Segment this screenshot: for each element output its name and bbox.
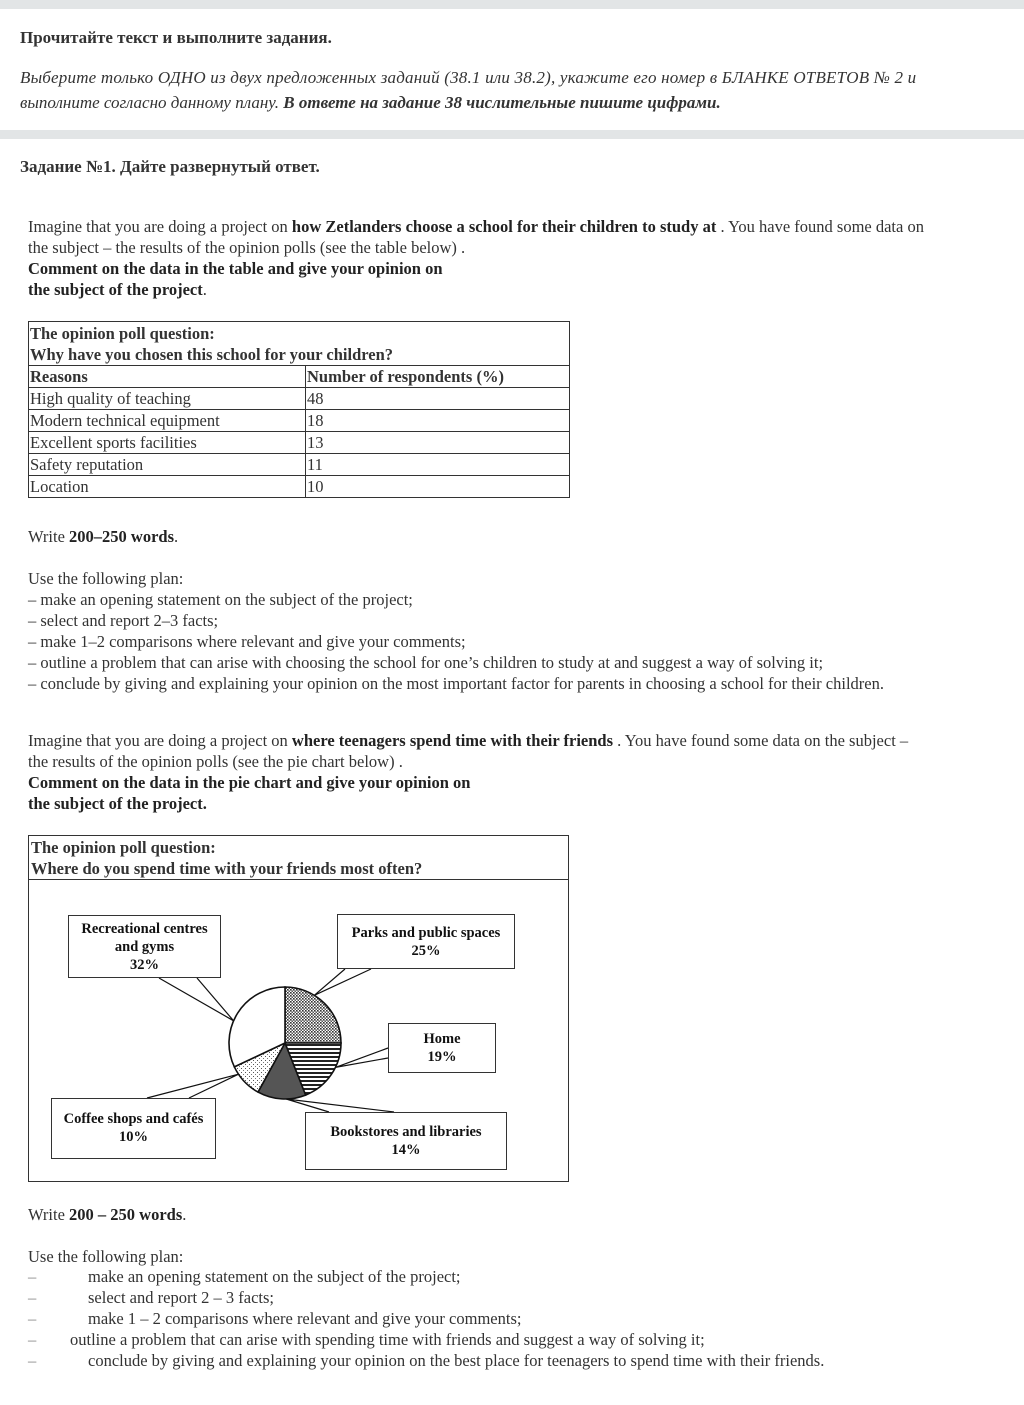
label-coffee bbox=[51, 1098, 216, 1159]
poll-table bbox=[28, 321, 570, 498]
reason-cell: High quality of teaching bbox=[29, 388, 306, 410]
task2-topic: where teenagers spend time with their friends bbox=[291, 731, 614, 750]
plan-item: conclude by giving and explaining your opinion on the best place for teenagers to spend time with their friends. bbox=[88, 1351, 825, 1370]
task1-plan-intro: Use the following plan: bbox=[28, 569, 184, 588]
instruction-line-2 bbox=[20, 90, 721, 115]
task2-intro-pre: Imagine that you are doing a project on bbox=[28, 731, 292, 750]
task1-intro-pre: Imagine that you are doing a project on bbox=[28, 217, 292, 236]
page-title: Прочитайте текст и выполните задания. bbox=[20, 28, 332, 47]
pie-chart-frame bbox=[28, 835, 569, 1182]
plan-item: – make an opening statement on the subject of the project; bbox=[28, 590, 413, 609]
value-cell: 13 bbox=[306, 432, 570, 454]
plan-item: make 1 – 2 comparisons where relevant and give your comments; bbox=[88, 1309, 522, 1328]
value-cell: 48 bbox=[306, 388, 570, 410]
label-text: Coffee shops and cafés bbox=[63, 1111, 204, 1127]
word-range: 200–250 words bbox=[69, 527, 174, 546]
value-cell: 10 bbox=[306, 476, 570, 498]
write-pre: Write bbox=[28, 1205, 70, 1224]
instruction-bold: В ответе на задание 38 числительные пишите цифрами. bbox=[283, 93, 721, 112]
task2-intro-post: . You have found some data on the subject – bbox=[613, 731, 909, 750]
task1-topic: how Zetlanders choose a school for their children to study at bbox=[291, 217, 717, 236]
task2-word-count bbox=[28, 1204, 186, 1225]
leader-line-coffee-shops-and-caf-s bbox=[147, 1074, 239, 1098]
plan-item: select and report 2 – 3 facts; bbox=[88, 1288, 275, 1307]
instruction-italic: выполните согласно данному плану. bbox=[20, 93, 280, 112]
reason-cell: Modern technical equipment bbox=[29, 410, 306, 432]
task1-comment-line1: Comment on the data in the table and give your opinion on bbox=[28, 259, 443, 278]
chart-title: The opinion poll question: bbox=[31, 838, 216, 857]
task1-intro-line2: the subject – the results of the opinion polls (see the table below) . bbox=[28, 238, 466, 257]
plan-dash: – bbox=[28, 1288, 37, 1307]
table-header-row bbox=[29, 366, 570, 388]
task1-intro bbox=[28, 216, 924, 237]
task2-comment-line1: Comment on the data in the pie chart and give your opinion on bbox=[28, 773, 471, 792]
task1-intro-post: . You have found some data on bbox=[716, 217, 924, 236]
label-value: 19% bbox=[427, 1049, 457, 1065]
chart-subtitle: Where do you spend time with your friends most often? bbox=[31, 859, 423, 878]
task2-comment-line2: the subject of the project. bbox=[28, 794, 207, 813]
label-recreational bbox=[68, 915, 221, 978]
task2-intro-line2: the results of the opinion polls (see the pie chart below) . bbox=[28, 752, 403, 771]
label-value: 25% bbox=[411, 943, 441, 959]
table-question-row bbox=[29, 322, 570, 366]
word-range: 200 – 250 words bbox=[69, 1205, 183, 1224]
plan-dash: – bbox=[28, 1267, 37, 1286]
plan-item: make an opening statement on the subject of the project; bbox=[88, 1267, 461, 1286]
pie-slice-parks-and-public-spaces bbox=[285, 987, 341, 1043]
reason-cell: Excellent sports facilities bbox=[29, 432, 306, 454]
label-value: 32% bbox=[130, 957, 159, 973]
label-text: Parks and public spaces bbox=[351, 925, 501, 941]
table-row bbox=[29, 410, 570, 432]
instruction-line-1: Выберите только ОДНО из двух предложенных заданий (38.1 или 38.2), укажите его номер в БЛАНКЕ ОТВЕТОВ № 2 и bbox=[20, 68, 917, 87]
write-post: . bbox=[182, 1205, 187, 1224]
write-post: . bbox=[174, 527, 179, 546]
plan-item: outline a problem that can arise with spending time with friends and suggest a way of solving it; bbox=[70, 1330, 705, 1349]
table-row bbox=[29, 432, 570, 454]
label-bookstores bbox=[305, 1112, 507, 1170]
value-cell: 18 bbox=[306, 410, 570, 432]
label-text: Recreational centres bbox=[81, 921, 208, 937]
task1-comment-line2 bbox=[28, 279, 207, 300]
leader-line-recreational-centres-and-gyms bbox=[159, 978, 234, 1021]
task1-word-count bbox=[28, 526, 178, 547]
label-home bbox=[388, 1023, 496, 1073]
leader-line-bookstores-and-libraries bbox=[286, 1099, 394, 1112]
task1-comment-end: . bbox=[202, 280, 207, 299]
leader-line-home bbox=[335, 1048, 388, 1067]
label-value: 14% bbox=[391, 1142, 421, 1158]
pie-slices bbox=[229, 987, 341, 1099]
label-parks bbox=[337, 914, 515, 969]
leader-line-parks-and-public-spaces bbox=[314, 969, 371, 995]
table-row bbox=[29, 476, 570, 498]
table-row bbox=[29, 454, 570, 476]
task1-comment-subject: the subject of the project bbox=[28, 280, 203, 299]
task2-intro bbox=[28, 730, 908, 751]
label-text: Bookstores and libraries bbox=[330, 1124, 482, 1140]
table-question-cell bbox=[29, 322, 570, 366]
task2-plan-intro: Use the following plan: bbox=[28, 1247, 184, 1266]
table-question-label: The opinion poll question: bbox=[30, 324, 215, 343]
plan-item: – conclude by giving and explaining your opinion on the most important factor for parents in choosing a school for their children. bbox=[28, 674, 884, 693]
plan-item: – make 1–2 comparisons where relevant and give your comments; bbox=[28, 632, 466, 651]
separator-band bbox=[0, 130, 1024, 139]
task-title: Задание №1. Дайте развернутый ответ. bbox=[20, 157, 320, 176]
plan-item: – outline a problem that can arise with choosing the school for one’s children to study at and suggest a way of solving it; bbox=[28, 653, 824, 672]
plan-dash: – bbox=[28, 1309, 37, 1328]
table-row bbox=[29, 388, 570, 410]
plan-item: – select and report 2–3 facts; bbox=[28, 611, 219, 630]
top-band bbox=[0, 0, 1024, 9]
reason-cell: Location bbox=[29, 476, 306, 498]
col-header-reasons: Reasons bbox=[29, 366, 306, 388]
label-text: and gyms bbox=[114, 939, 175, 955]
value-cell: 11 bbox=[306, 454, 570, 476]
label-text: Home bbox=[423, 1031, 461, 1047]
table-question: Why have you chosen this school for your children? bbox=[30, 345, 394, 364]
reason-cell: Safety reputation bbox=[29, 454, 306, 476]
label-value: 10% bbox=[119, 1129, 148, 1145]
col-header-number: Number of respondents (%) bbox=[306, 366, 570, 388]
write-pre: Write bbox=[28, 527, 70, 546]
plan-dash: – bbox=[28, 1351, 37, 1370]
plan-dash: – bbox=[28, 1330, 37, 1349]
